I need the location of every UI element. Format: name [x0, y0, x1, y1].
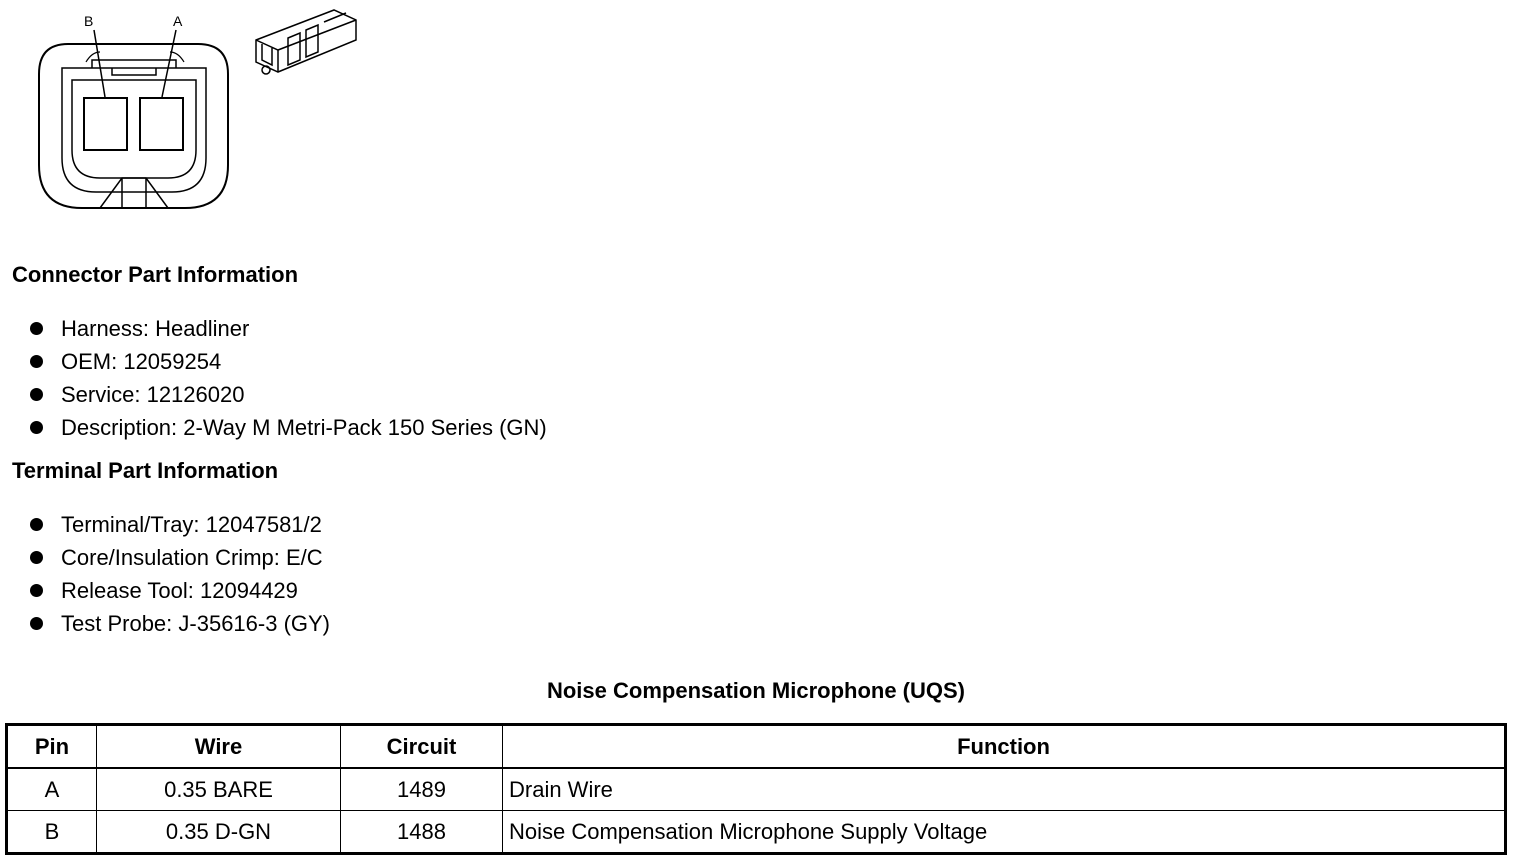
pin-label-b: B	[84, 13, 94, 29]
pinout-table	[5, 723, 1507, 855]
list-item: Harness: Headliner	[30, 312, 547, 345]
header-wire: Wire	[97, 725, 341, 769]
pin-label-a: A	[173, 13, 183, 29]
bullet-icon	[30, 584, 43, 597]
terminal-info-title: Terminal Part Information	[12, 458, 279, 483]
cell-pin: B	[7, 811, 97, 854]
header-pin: Pin	[7, 725, 97, 769]
table-title: Noise Compensation Microphone (UQS)	[546, 678, 966, 703]
bullet-icon	[30, 518, 43, 531]
list-item: Core/Insulation Crimp: E/C	[30, 541, 330, 574]
bullet-icon	[30, 355, 43, 368]
cell-function: Noise Compensation Microphone Supply Voltage	[503, 811, 1506, 854]
cavity-a	[140, 98, 183, 150]
connector-info-list	[30, 312, 547, 444]
terminal-info-list	[30, 508, 330, 640]
cell-circuit: 1488	[341, 811, 503, 854]
bullet-icon	[30, 617, 43, 630]
list-item: OEM: 12059254	[30, 345, 547, 378]
bullet-icon	[30, 388, 43, 401]
bullet-icon	[30, 421, 43, 434]
leader-line-b	[94, 30, 105, 97]
connector-info-title: Connector Part Information	[12, 262, 299, 287]
connector-iso-icon	[256, 10, 356, 74]
cell-wire: 0.35 D-GN	[97, 811, 341, 854]
bullet-icon	[30, 322, 43, 335]
list-item: Service: 12126020	[30, 378, 547, 411]
cell-function: Drain Wire	[503, 768, 1506, 811]
cell-pin: A	[7, 768, 97, 811]
header-circuit: Circuit	[341, 725, 503, 769]
header-function: Function	[503, 725, 1506, 769]
cell-wire: 0.35 BARE	[97, 768, 341, 811]
leader-line-a	[162, 30, 176, 97]
list-item: Description: 2-Way M Metri-Pack 150 Series (GN)	[30, 411, 547, 444]
list-item: Test Probe: J-35616-3 (GY)	[30, 607, 330, 640]
connector-diagram	[0, 0, 380, 220]
table-row	[7, 811, 1506, 854]
bullet-icon	[30, 551, 43, 564]
list-item: Release Tool: 12094429	[30, 574, 330, 607]
cavity-b	[84, 98, 127, 150]
cell-circuit: 1489	[341, 768, 503, 811]
table-row	[7, 768, 1506, 811]
list-item: Terminal/Tray: 12047581/2	[30, 508, 330, 541]
table-header-row	[7, 725, 1506, 769]
